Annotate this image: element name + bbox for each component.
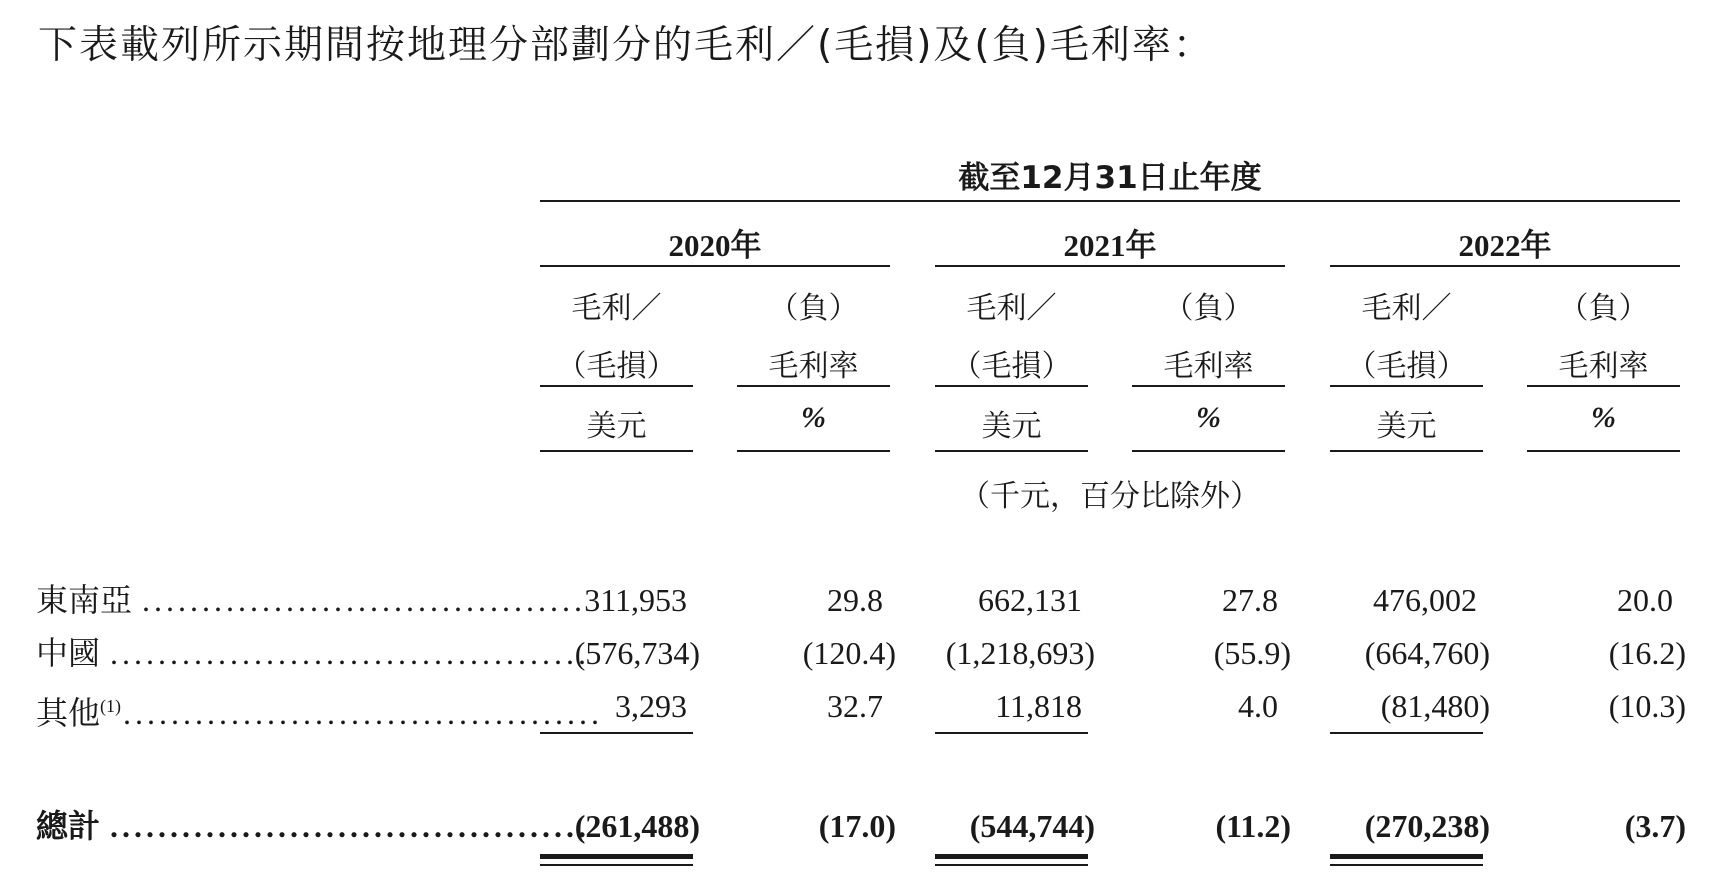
- column-header-rule: [737, 385, 890, 387]
- profit-column-header: [540, 280, 693, 396]
- profit-header-line1: 毛利／: [966, 291, 1057, 326]
- total-cell: (261,488): [574, 808, 700, 844]
- table-cell: 11,818: [995, 688, 1082, 724]
- year-2022-header: 2022年: [1458, 228, 1552, 263]
- margin-column-header: [737, 280, 890, 396]
- table-cell: (576,734): [574, 635, 700, 671]
- profit-column-header: [935, 280, 1088, 396]
- table-cell: (120.4): [802, 635, 896, 671]
- unit-rule: [1330, 450, 1483, 452]
- row-label-southeast-asia: [36, 578, 587, 622]
- margin-header-line1: （負）: [768, 291, 859, 326]
- unit-note: （千元，百分比除外）: [960, 479, 1260, 514]
- total-double-rule: [935, 864, 1088, 866]
- total-cell: (11.2): [1215, 808, 1291, 844]
- row-label-text: 其他: [36, 694, 101, 732]
- column-header-rule: [540, 385, 693, 387]
- total-double-rule: [540, 854, 693, 859]
- total-cell: (3.7): [1624, 808, 1686, 844]
- total-double-rule: [1330, 854, 1483, 859]
- currency-unit: 美元: [1376, 409, 1437, 444]
- margin-header-line2: 毛利率: [1558, 349, 1649, 384]
- percent-unit: %: [1196, 401, 1221, 434]
- total-double-rule: [540, 864, 693, 866]
- profit-header-line1: 毛利／: [1361, 291, 1452, 326]
- table-cell: 4.0: [1238, 688, 1278, 724]
- table-cell: (1,218,693): [945, 635, 1095, 671]
- table-cell: 32.7: [827, 688, 883, 724]
- profit-header-line2: （毛損）: [556, 349, 677, 384]
- margin-column-header: [1132, 280, 1285, 396]
- currency-unit: 美元: [586, 409, 647, 444]
- table-cell: (81,480): [1380, 688, 1490, 724]
- row-label-others: [36, 684, 604, 732]
- subtotal-rule: [935, 732, 1088, 734]
- table-cell: (10.3): [1608, 688, 1686, 724]
- table-cell: 476,002: [1373, 582, 1477, 618]
- margin-header-line1: （負）: [1558, 291, 1649, 326]
- unit-rule: [737, 450, 890, 452]
- unit-rule: [1527, 450, 1680, 452]
- column-header-rule: [935, 385, 1088, 387]
- leader-dots: ........................................: [123, 695, 604, 731]
- unit-rule: [1132, 450, 1285, 452]
- column-header-rule: [1330, 385, 1483, 387]
- row-label-text: 東南亞: [36, 581, 133, 619]
- subtotal-rule: [1330, 732, 1483, 734]
- profit-header-line1: 毛利／: [571, 291, 662, 326]
- period-header: 截至12月31日止年度: [958, 160, 1262, 196]
- intro-text: 下表載列所示期間按地理分部劃分的毛利／(毛損)及(負)毛利率：: [38, 23, 1214, 68]
- period-rule: [540, 200, 1680, 202]
- margin-column-header: [1527, 280, 1680, 396]
- leader-dots: ........................................: [110, 635, 591, 671]
- unit-rule: [540, 450, 693, 452]
- profit-header-line2: （毛損）: [1346, 349, 1467, 384]
- leader-dots: .....................................: [142, 582, 587, 618]
- percent-unit: %: [1591, 401, 1616, 434]
- total-cell: (544,744): [969, 808, 1095, 844]
- year-rule: [1330, 265, 1680, 267]
- leader-dots: ........................................: [110, 808, 591, 844]
- table-cell: 20.0: [1617, 582, 1673, 618]
- total-cell: (270,238): [1364, 808, 1490, 844]
- table-cell: 3,293: [615, 688, 687, 724]
- year-2021-header: 2021年: [1063, 228, 1157, 263]
- margin-header-line1: （負）: [1163, 291, 1254, 326]
- year-rule: [540, 265, 890, 267]
- table-cell: (16.2): [1608, 635, 1686, 671]
- table-cell: (664,760): [1364, 635, 1490, 671]
- row-label-total: [36, 804, 591, 848]
- margin-header-line2: 毛利率: [768, 349, 859, 384]
- profit-header-line2: （毛損）: [951, 349, 1072, 384]
- margin-header-line2: 毛利率: [1163, 349, 1254, 384]
- row-label-text: 總計: [36, 807, 101, 845]
- subtotal-rule: [540, 732, 693, 734]
- total-double-rule: [935, 854, 1088, 859]
- total-double-rule: [1330, 864, 1483, 866]
- table-cell: 27.8: [1222, 582, 1278, 618]
- table-cell: 662,131: [978, 582, 1082, 618]
- total-cell: (17.0): [818, 808, 896, 844]
- profit-column-header: [1330, 280, 1483, 396]
- column-header-rule: [1527, 385, 1680, 387]
- table-cell: 311,953: [584, 582, 687, 618]
- year-2020-header: 2020年: [668, 228, 762, 263]
- table-cell: (55.9): [1213, 635, 1291, 671]
- currency-unit: 美元: [981, 409, 1042, 444]
- year-rule: [935, 265, 1285, 267]
- row-label-text: 中國: [36, 634, 101, 672]
- column-header-rule: [1132, 385, 1285, 387]
- percent-unit: %: [801, 401, 826, 434]
- row-label-china: [36, 631, 591, 675]
- footnote-marker: (1): [100, 696, 122, 716]
- table-cell: 29.8: [827, 582, 883, 618]
- unit-rule: [935, 450, 1088, 452]
